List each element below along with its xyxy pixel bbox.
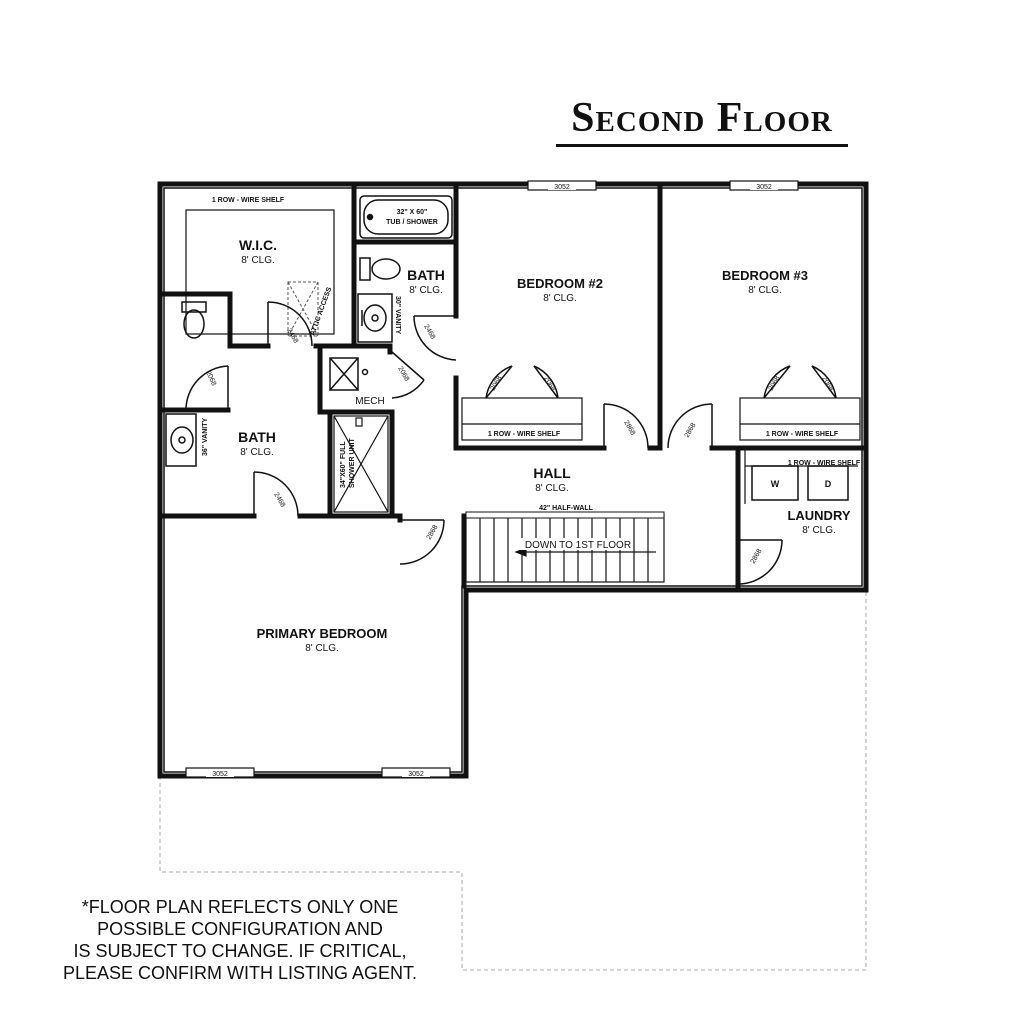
room-name-wic: W.I.C. — [238, 237, 278, 253]
door-label: 2468 — [422, 323, 437, 341]
window-label: 3052 — [756, 184, 772, 191]
room-name-hall: HALL — [533, 465, 571, 481]
bed2-shelf-label: 1 ROW - WIRE SHELF — [487, 431, 561, 438]
room-ceiling-wic: 8' CLG. — [241, 255, 275, 266]
wic-shelf-label: 1 ROW - WIRE SHELF — [211, 197, 285, 204]
door-label: 2868 — [749, 548, 764, 565]
room-name-primary-bedroom: PRIMARY BEDROOM — [256, 626, 388, 641]
door-label: 2068 — [204, 369, 218, 387]
room-ceiling-primary-bedroom: 8' CLG. — [305, 643, 339, 654]
washer-label: W — [770, 479, 780, 489]
half-wall-label: 42" HALF-WALL — [539, 505, 593, 512]
door-label: 2068 — [396, 365, 411, 383]
mech-label: MECH — [355, 396, 385, 407]
dryer-label: D — [824, 479, 832, 489]
room-ceiling-laundry: 8' CLG. — [802, 525, 836, 536]
tub-fixture — [360, 196, 452, 238]
window-labels — [206, 182, 778, 778]
stairs-label: DOWN TO 1ST FLOOR — [524, 540, 632, 551]
room-name-bedroom3: BEDROOM #3 — [722, 268, 808, 283]
disclaimer-line: PLEASE CONFIRM WITH LISTING AGENT. — [62, 963, 418, 983]
room-ceiling-bedroom2: 8' CLG. — [543, 293, 577, 304]
disclaimer-line: POSSIBLE CONFIGURATION AND — [97, 919, 383, 939]
window-label: 3052 — [212, 771, 228, 778]
room-ceiling-bedroom3: 8' CLG. — [748, 285, 782, 296]
laundry-shelf-label: 1 ROW - WIRE SHELF — [787, 460, 861, 467]
room-name-laundry: LAUNDRY — [787, 508, 851, 523]
door-label: 2068 — [820, 375, 835, 393]
shower-type-label: SHOWER UNIT — [349, 438, 356, 488]
window-label: 3052 — [408, 771, 424, 778]
page-title: Second Floor — [571, 95, 833, 141]
door-label: 2868 — [683, 422, 698, 439]
water-heater-fixture — [330, 358, 368, 390]
closet-shelves — [186, 210, 860, 504]
door-label: 2868 — [622, 419, 637, 437]
room-name-bath-upper: BATH — [407, 267, 445, 283]
room-ceiling-hall: 8' CLG. — [535, 483, 569, 494]
sink-fixture-upper — [358, 294, 392, 342]
disclaimer-note — [40, 896, 440, 984]
door-label: 2068 — [542, 375, 557, 393]
vanity-primary-label: 36" VANITY — [202, 417, 209, 456]
washer-dryer-fixture — [752, 466, 848, 500]
vanity-upper-label: 30" VANITY — [394, 296, 401, 335]
bed3-shelf-label: 1 ROW - WIRE SHELF — [765, 431, 839, 438]
shower-size-label: 34"X60" FULL — [340, 441, 347, 488]
room-name-bath-primary: BATH — [238, 429, 276, 445]
tub-size-label: 32" X 60" — [396, 209, 428, 216]
window-label: 3052 — [554, 184, 570, 191]
room-ceiling-bath-primary: 8' CLG. — [240, 447, 274, 458]
disclaimer-line: IS SUBJECT TO CHANGE. IF CRITICAL, — [73, 941, 407, 961]
room-ceiling-bath-upper: 8' CLG. — [409, 285, 443, 296]
door-label: 2868 — [425, 524, 440, 541]
door-label: 2068 — [767, 375, 782, 392]
room-name-bedroom2: BEDROOM #2 — [517, 276, 603, 291]
tub-type-label: TUB / SHOWER — [386, 219, 438, 226]
door-label: 2468 — [272, 491, 287, 509]
toilet-fixture-upper — [360, 258, 400, 280]
sink-fixture-primary — [166, 414, 196, 466]
door-label: 2068 — [489, 375, 504, 392]
door-label: 2468 — [285, 327, 300, 345]
attic-access-label: ATTIC ACCESS — [309, 286, 334, 337]
disclaimer-line: *FLOOR PLAN REFLECTS ONLY ONE — [81, 897, 399, 917]
